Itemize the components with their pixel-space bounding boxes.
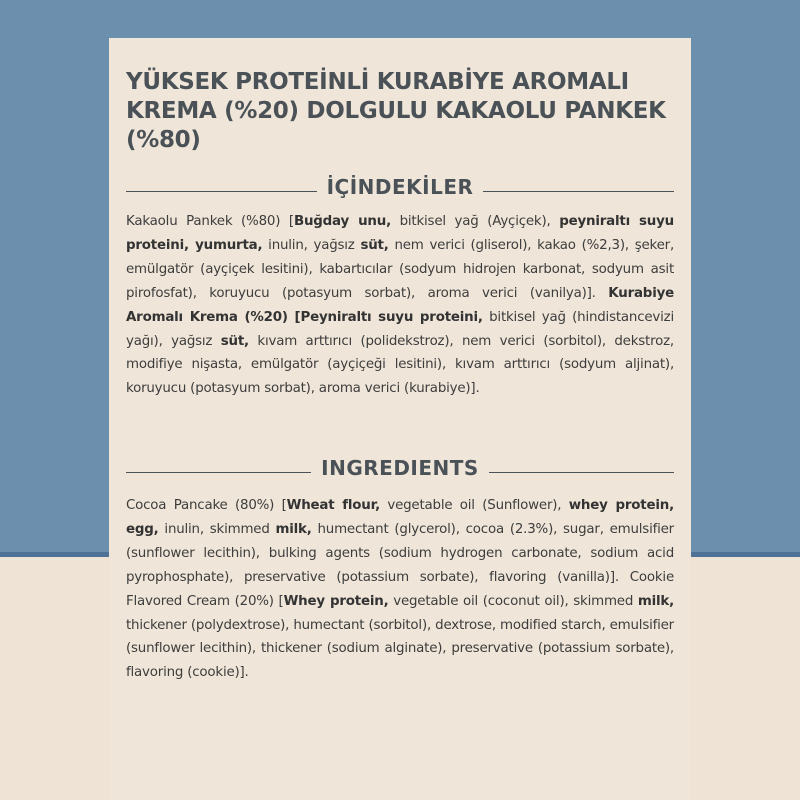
ingredients-tr-heading <box>126 174 674 200</box>
ingredient-text: inulin, skimmed <box>158 521 276 537</box>
bold-ingredient: Kurabiye Aromalı Krema (%20) [Peyniraltı suyu proteini, <box>126 285 674 325</box>
bold-ingredient: peyniraltı suyu proteini, yumurta, <box>126 214 674 253</box>
ingredient-text: kıvam arttırıcı (polidekstroz), nem verici (sorbitol), dekstroz, modifiye nişasta, emülgatör (ayçiçeği lesitini), kıvam arttırıcı (sodyum aljinat), koruyucu (potasyum sorbat), aroma verici (kurabiye)]. <box>126 333 674 397</box>
ingredient-text: Kakaolu Pankek (%80) [ <box>126 214 294 229</box>
ingredient-text: thickener (polydextrose), humectant (sorbitol), dextrose, modified starch, emulsifier (sunflower lecithin), thickener (sodium alginate), preservative (potassium sorbate), flavoring (cookie)]. <box>126 617 674 681</box>
bold-ingredient: Buğday unu, <box>293 214 391 229</box>
bold-ingredient: Whey protein, <box>283 593 389 609</box>
bold-ingredient: süt, <box>360 237 389 253</box>
ingredient-text: bitkisel yağ (hindistancevizi yağı), yağsız <box>126 309 674 349</box>
bold-ingredient: Wheat flour, <box>286 498 380 513</box>
bold-ingredient: whey protein, egg, <box>126 498 674 537</box>
ingredients-tr-title: İÇİNDEKİLER <box>326 175 474 199</box>
heading-rule-right <box>483 191 674 192</box>
bold-ingredient: milk, <box>275 521 312 537</box>
ingredients-tr-text <box>126 210 674 401</box>
heading-rule-right <box>489 472 674 473</box>
ingredients-en-heading <box>126 455 674 481</box>
ingredient-text: vegetable oil (Sunflower), <box>379 498 569 513</box>
product-title: YÜKSEK PROTEİNLİ KURABİYE AROMALI KREMA (%20) DOLGULU KAKAOLU PANKEK (%80) <box>126 69 666 153</box>
heading-rule-left <box>126 472 311 473</box>
bold-ingredient: milk, <box>637 593 674 609</box>
heading-rule-left <box>126 191 317 192</box>
bold-ingredient: süt, <box>220 333 249 349</box>
ingredient-text: nem verici (gliserol), kakao (%2,3), şeker, emülgatör (ayçiçek lesitini), kabartıcılar (sodyum hidrojen karbonat, sodyum asit pirofosfat), koruyucu (potasyum sorbat), aroma verici (vanilya)]. <box>126 237 675 301</box>
ingredient-text: inulin, yağsız <box>262 237 361 253</box>
ingredients-en-text <box>126 494 674 685</box>
ingredient-text: bitkisel yağ (Ayçiçek), <box>390 214 560 229</box>
ingredient-text: vegetable oil (coconut oil), skimmed <box>388 593 638 609</box>
ingredient-text: Cocoa Pancake (80%) [ <box>126 498 287 513</box>
ingredients-en-title: INGREDIENTS <box>321 456 479 480</box>
ingredient-text: humectant (glycerol), cocoa (2.3%), sugar, emulsifier (sunflower lecithin), bulking agents (sodium hydrogen carbonate, sodium acid pyrophosphate), preservative (potassium sorbate), flavoring (vanilla)]. Cookie Flavored Cream (20%) [ <box>126 521 674 609</box>
